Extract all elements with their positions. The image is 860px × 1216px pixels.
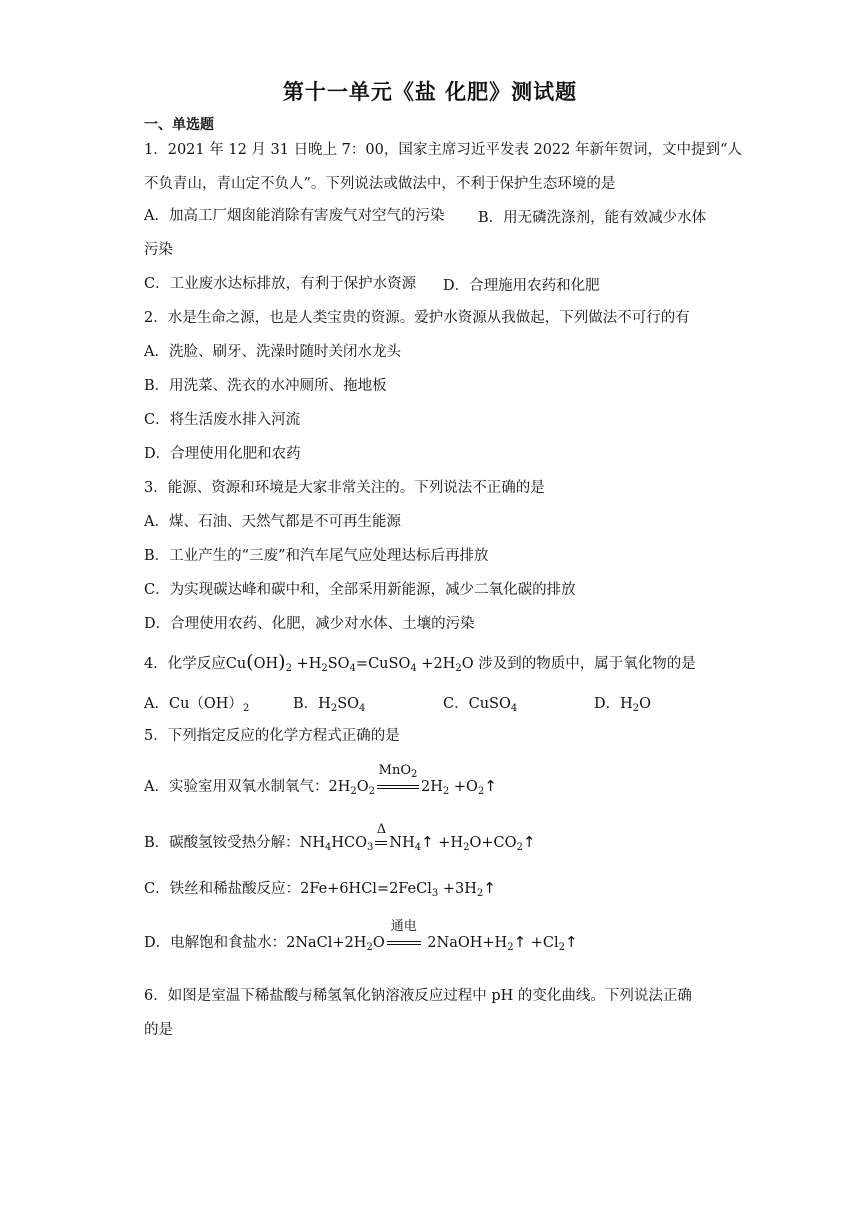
q3-option-a: A．煤、石油、天然气都是不可再生能源 (144, 514, 401, 530)
q4-suffix: 涉及到的物质中，属于氧化物的是 (478, 656, 696, 672)
q2-option-c: C．将生活废水排入河流 (144, 412, 301, 428)
q4-option-c: C．CuSO$_4$ (443, 696, 518, 714)
q1-option-a: A．加高工厂烟囱能消除有害废气对空气的污染 (144, 208, 445, 224)
q1-option-c: C．工业废水达标排放，有利于保护水资源 (144, 276, 417, 292)
q6-stem-line2: 的是 (144, 1022, 173, 1038)
q5-stem: 5．下列指定反应的化学方程式正确的是 (144, 728, 400, 744)
q6-stem-line1: 6．如图是室温下稀盐酸与稀氢氧化钠溶液反应过程中 pH 的变化曲线。下列说法正确 (144, 988, 692, 1004)
q3-option-c: C．为实现碳达峰和碳中和，全部采用新能源，减少二氧化碳的排放 (144, 582, 576, 598)
q2-stem: 2．水是生命之源，也是人类宝贵的资源。爱护水资源从我做起，下列做法不可行的有 (144, 310, 690, 326)
q1-option-b-cont: 污染 (144, 242, 173, 258)
q2-option-a: A．洗脸、刷牙、洗澡时随时关闭水龙头 (144, 344, 401, 360)
reaction-condition-b: Δ (375, 833, 387, 853)
q2-option-b: B．用洗菜、洗衣的水冲厕所、拖地板 (144, 378, 387, 394)
q4-equation: $Cu(OH)_2$ $+H_2SO_4=CuSO_4 +2H_2O$ (225, 651, 479, 674)
q4-option-b: B．$H_2SO_4$ (293, 696, 366, 714)
q5-option-c: C．铁丝和稀盐酸反应：2Fe+6HCl=2FeCl$_3$ $+3H_2↑$ (144, 879, 496, 899)
q3-stem: 3．能源、资源和环境是大家非常关注的。下列说法不正确的是 (144, 480, 545, 496)
q4-stem (144, 652, 696, 679)
q5-option-d: D．电解饱和食盐水：$2NaCl+2H_2O$ 通电 $2NaOH+H_2↑$ $+Cl_2↑$ (144, 919, 578, 953)
q4-prefix: 4．化学反应 (144, 656, 226, 672)
q3-option-d: D．合理使用农药、化肥，减少对水体、土壤的污染 (144, 616, 475, 632)
reaction-condition-d: 通电 (387, 933, 421, 953)
q1-stem-line1: 1．2021 年 12 月 31 日晚上 7：00，国家主席习近平发表 2022 年新年贺词，文中提到“人 (144, 142, 742, 158)
q1-option-d: D．合理施用农药和化肥 (443, 278, 600, 294)
q1-option-b: B．用无磷洗涤剂，能有效减少水体 (478, 210, 707, 226)
q4-option-a: A．$Cu(OH)_2$ (144, 696, 250, 714)
q5-option-b: B．碳酸氢铵受热分解：$NH_4HCO_3$ Δ $NH_4↑$ $+H_2O+CO_2↑$ (144, 822, 536, 853)
q5-option-a: A．实验室用双氧水制氧气：$2H_2O_2$ MnO$_2$ $2H_2$ $+O_2↑$ (144, 763, 497, 797)
q1-stem-line2: 不负青山，青山定不负人”。下列说法或做法中，不利于保护生态环境的是 (144, 176, 616, 192)
q3-option-b: B．工业产生的“三废”和汽车尾气应处理达标后再排放 (144, 548, 489, 564)
q4-option-d: D．$H_2O$ (594, 696, 652, 714)
q2-option-d: D．合理使用化肥和农药 (144, 446, 301, 462)
section-heading: 一、单选题 (144, 117, 214, 133)
page-title: 第十一单元《盐 化肥》测试题 (282, 80, 578, 104)
reaction-condition-a: MnO$_2$ (377, 777, 419, 797)
